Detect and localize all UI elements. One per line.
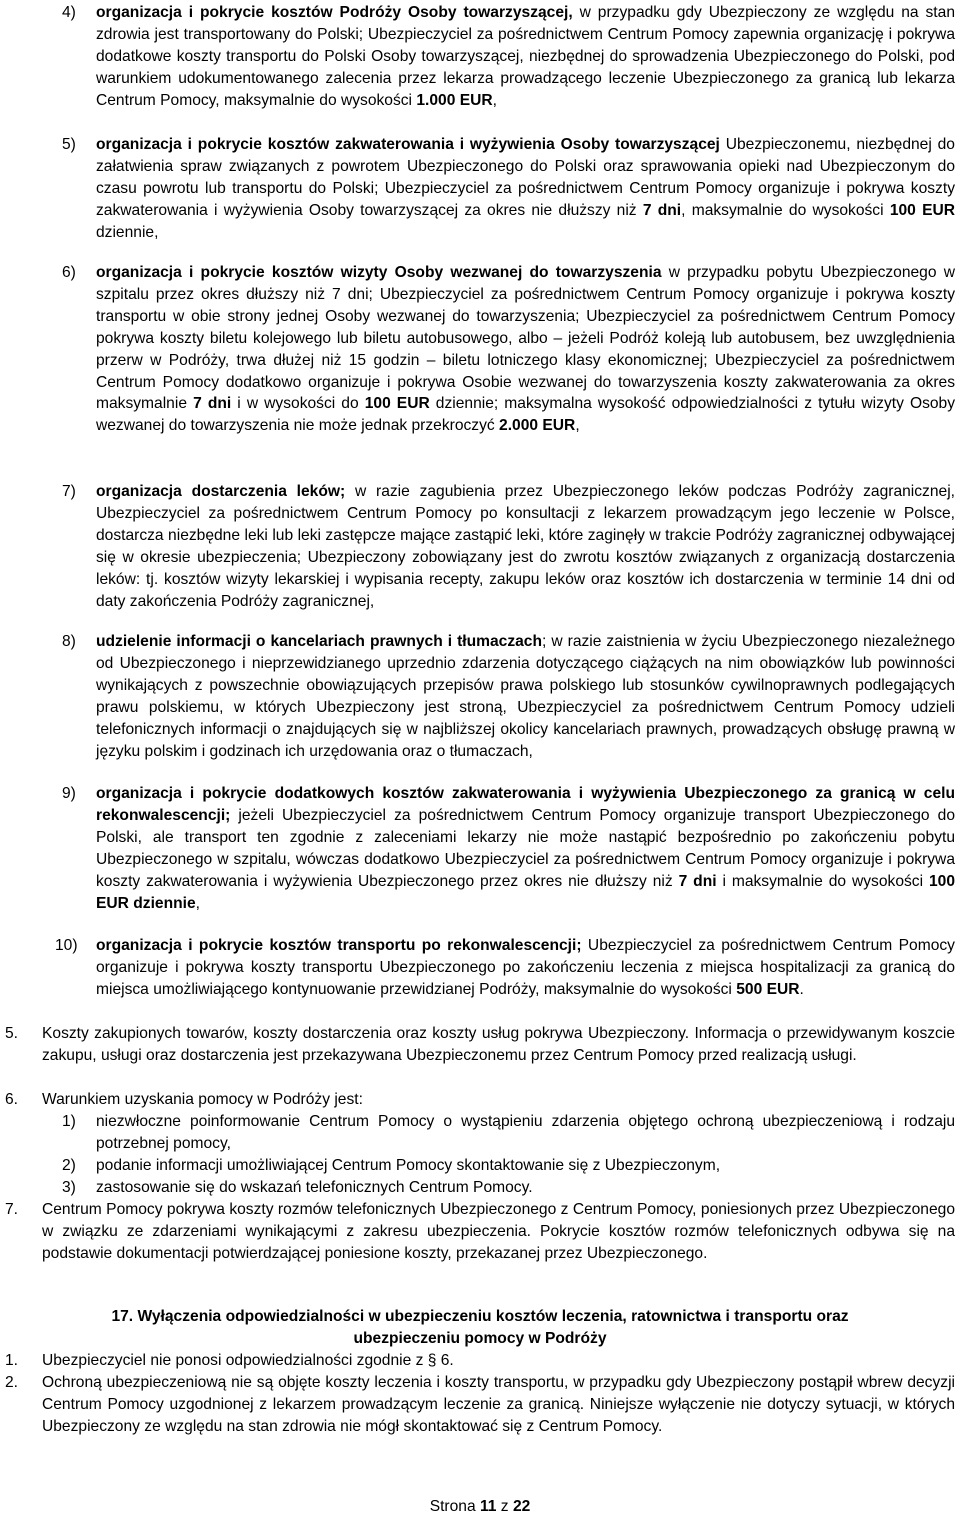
item-9-title: organizacja i pokrycie dodatkowych kosztów zakwaterowania i wyżywienia Ubezpieczonego za granicą w celu rekonwalescencji; (96, 785, 955, 824)
page-footer (0, 1498, 960, 1516)
section-17-title-line1: 17. Wyłączenia odpowiedzialności w ubezpieczeniu kosztów leczenia, ratownictwa i transportu oraz (111, 1308, 849, 1325)
item-6-text3: dziennie; maksymalna wysokość odpowiedzialności z tytułu wizyty Osoby wezwanej do towarzyszenia nie może jednak przekroczyć (96, 395, 956, 435)
condition-1-number: 1) (62, 1113, 76, 1130)
item-4-number: 4) (62, 4, 76, 21)
item-7-number: 7) (62, 483, 76, 500)
point-5-text: Koszty zakupionych towarów, koszty dostarczenia oraz koszty usług pokrywa Ubezpieczony. Informacja o przewidywanym koszcie zakupu, usługi oraz dostarczenia jest przekazywana Ubezpieczonemu przez Centrum Pomocy przed realizacją usługi. (42, 1025, 955, 1064)
item-4-text: w przypadku gdy Ubezpieczony ze względu na stan zdrowia jest transportowany do Polski; Ubezpieczyciel za pośrednictwem Centrum Pomocy zapewnia organizację i pokrywa dodatkowe koszty transportu do Polski Osoby towarzyszącej, niezbędnej do sprowadzenia Ubezpieczonego do Polski, pod warunkiem udokumentowanego zalecenia przez lekarza prowadzącego leczenie Ubezpieczonego za granicą lub lekarza Centrum Pomocy, maksymalnie do wysokości (96, 4, 955, 109)
item-6-text2: i w wysokości do (231, 395, 365, 413)
item-5 (96, 134, 955, 244)
item-9-tail: , (195, 894, 200, 912)
footer-prefix: Strona (429, 1498, 480, 1515)
item-4-title: organizacja i pokrycie kosztów Podróży Osoby towarzyszącej, (96, 4, 573, 21)
item-9 (96, 783, 955, 914)
item-7-title: organizacja dostarczenia leków; (96, 483, 346, 500)
item-6-number: 6) (62, 264, 76, 281)
point-7-number: 7. (5, 1201, 19, 1218)
item-4 (96, 2, 955, 112)
footer-separator: z (496, 1498, 513, 1515)
item-6-limit: 2.000 EUR (499, 417, 576, 435)
item-5-text: Ubezpieczonemu, niezbędnej do załatwienia spraw związanych z powrotem Ubezpieczonego do Polski oraz sprawowania opieki nad Ubezpieczonym do czasu powrotu lub transportu do Polski; Ubezpieczyciel za pośrednictwem Centrum Pomocy organizuje i pokrywa koszty zakwaterowania i wyżywienia Osoby towarzyszącej za okres nie dłuższy niż (96, 136, 955, 219)
item-6-days: 7 dni (193, 395, 232, 413)
item-9-text: jeżeli Ubezpieczyciel za pośrednictwem Centrum Pomocy organizuje transport Ubezpieczonego do Polski, ale transport ten zgodnie z zaleceniami lekarzy nie może nastąpić bezpośrednio po zakończeniu pobytu Ubezpieczonego w szpitalu, wówczas dodatkowo Ubezpieczyciel za pośrednictwem Centrum Pomocy organizuje i pokrywa koszty zakwaterowania i wyżywienia Ubezpieczonego przez okres nie dłuższy niż (96, 806, 955, 890)
item-10 (96, 935, 955, 1001)
item-10-amount: 500 EUR (736, 980, 800, 998)
section-17-item-1-number: 1. (5, 1352, 19, 1369)
point-7-text: Centrum Pomocy pokrywa koszty rozmów telefonicznych Ubezpieczonego z Centrum Pomocy, poniesionych przez Ubezpieczonego w związku ze zdarzeniami wynikającymi z zakresu ubezpieczenia. Pokrycie kosztów rozmów telefonicznych odbywa się na podstawie dokumentacji potwierdzającej poniesione koszty, przekazanej przez Ubezpieczonego. (42, 1201, 955, 1262)
section-17-item-2-number: 2. (5, 1374, 19, 1391)
item-9-number: 9) (62, 785, 76, 802)
item-6 (96, 262, 955, 437)
item-10-number: 10) (55, 937, 78, 954)
item-6-title: organizacja i pokrycie kosztów wizyty Osoby wezwanej do towarzyszenia (96, 264, 662, 281)
item-10-title: organizacja i pokrycie kosztów transportu po rekonwalescencji; (96, 937, 582, 954)
condition-2-text: podanie informacji umożliwiającej Centrum Pomocy skontaktowanie się z Ubezpieczonym, (96, 1157, 721, 1174)
point-6-number: 6. (5, 1091, 19, 1108)
point-6-text: Warunkiem uzyskania pomocy w Podróży jest: (42, 1091, 363, 1108)
point-5-number: 5. (5, 1025, 19, 1042)
item-5-text2: , maksymalnie do wysokości (681, 201, 890, 219)
item-10-tail: . (799, 980, 804, 998)
item-9-days: 7 dni (678, 872, 717, 890)
section-17-item-1-text: Ubezpieczyciel nie ponosi odpowiedzialności zgodnie z § 6. (42, 1352, 454, 1369)
footer-page-number: 11 (479, 1498, 497, 1515)
item-4-tail: , (492, 91, 497, 109)
item-8 (96, 631, 955, 762)
item-9-text2: i maksymalnie do wysokości (716, 872, 929, 890)
item-5-number: 5) (62, 136, 76, 153)
item-10-text: Ubezpieczyciel za pośrednictwem Centrum Pomocy organizuje i pokrywa koszty transportu Ubezpieczonego po zakończeniu leczenia z miejsca hospitalizacji za granicą do miejsca umożliwiającego kontynuowanie przewidzianej Podróży, maksymalnie do wysokości (96, 937, 955, 998)
item-5-amount: 100 EUR (889, 201, 955, 219)
footer-total-pages: 22 (512, 1498, 531, 1515)
item-7 (96, 481, 955, 612)
condition-1-text: niezwłoczne poinformowanie Centrum Pomocy o wystąpieniu zdarzenia objętego ochroną ubezpieczeniową i rodzaju potrzebnej pomocy, (96, 1113, 955, 1152)
item-6-tail: , (575, 417, 580, 435)
item-5-tail: dziennie, (96, 223, 159, 241)
condition-3-text: zastosowanie się do wskazań telefonicznych Centrum Pomocy. (96, 1179, 533, 1196)
section-17-item-2-text: Ochroną ubezpieczeniową nie są objęte koszty leczenia i koszty transportu, w przypadku gdy Ubezpieczony postąpił wbrew decyzji Centrum Pomocy uzgodnionej z lekarzem prowadzącym leczenie za granicą. Niniejsze wyłączenie nie dotyczy sytuacji, w których Ubezpieczony ze względu na stan zdrowia nie mógł skontaktować się z Centrum Pomocy. (42, 1374, 955, 1435)
item-5-title: organizacja i pokrycie kosztów zakwaterowania i wyżywienia Osoby towarzyszącej (96, 136, 720, 153)
item-5-days: 7 dni (642, 201, 682, 219)
condition-3-number: 3) (62, 1179, 76, 1196)
section-17-title-line2: ubezpieczeniu pomocy w Podróży (353, 1330, 607, 1347)
item-7-text: w razie zagubienia przez Ubezpieczonego leków podczas Podróży zagranicznej, Ubezpieczyciel za pośrednictwem Centrum Pomocy po konsultacji z lekarzem prowadzącym jego leczenie w Polsce, dostarcza niezbędne leki lub leki zastępcze mające zastąpić leki, które zaginęły w trakcie Podróży zagranicznej odbywającej się w okresie ubezpieczenia; Ubezpieczony zobowiązany jest do zwrotu kosztów związanych z organizacją dostarczenia leków: tj. kosztów wizyty lekarskiej i wypisania recepty, zakupu leków oraz kosztów ich dostarczenia w terminie 14 dni od daty zakończenia Podróży zagranicznej, (96, 483, 955, 610)
condition-2-number: 2) (62, 1157, 76, 1174)
item-8-number: 8) (62, 633, 76, 650)
item-8-text: ; w razie zaistnienia w życiu Ubezpieczonego niezależnego od Ubezpieczonego i nieprzewidzianego uprzednio zdarzenia dotyczącego ciążących na nim obowiązków lub powinności wynikających z powszechnie obowiązujących przepisów prawa polskiego lub stosunków cywilnoprawnych podlegających prawu polskiemu, w których Ubezpieczony jest stroną, Ubezpieczyciel za pośrednictwem Centrum Pomocy udzieli telefonicznych informacji o znajdujących się w najbliższej okolicy kancelariach prawnych, prowadzących obsługę prawną w języku polskim i godzinach ich urzędowania oraz o tłumaczach, (96, 633, 955, 760)
item-6-amount: 100 EUR (364, 395, 430, 413)
item-8-title: udzielenie informacji o kancelariach prawnych i tłumaczach (96, 633, 543, 650)
item-4-amount: 1.000 EUR (416, 91, 493, 109)
item-9-amount: 100 EUR dziennie (96, 872, 955, 912)
item-6-text: w przypadku pobytu Ubezpieczonego w szpitalu przez okres dłuższy niż 7 dni; Ubezpieczyciel za pośrednictwem Centrum Pomocy organizuje i pokrywa koszty transportu w obie strony jednej Osoby wezwanej do towarzyszenia; Ubezpieczyciel za pośrednictwem Centrum Pomocy pokrywa koszty biletu kolejowego lub biletu autobusowego, albo – jeżeli Podróż koleją lub autobusem, bez uwzględnienia przerw w Podróży, trwa dłużej niż 15 godzin – biletu lotniczego klasy ekonomicznej; Ubezpieczyciel za pośrednictwem Centrum Pomocy dodatkowo organizuje i pokrywa Osobie wezwanej do towarzyszenia koszty zakwaterowania za okres maksymalnie (96, 264, 956, 413)
